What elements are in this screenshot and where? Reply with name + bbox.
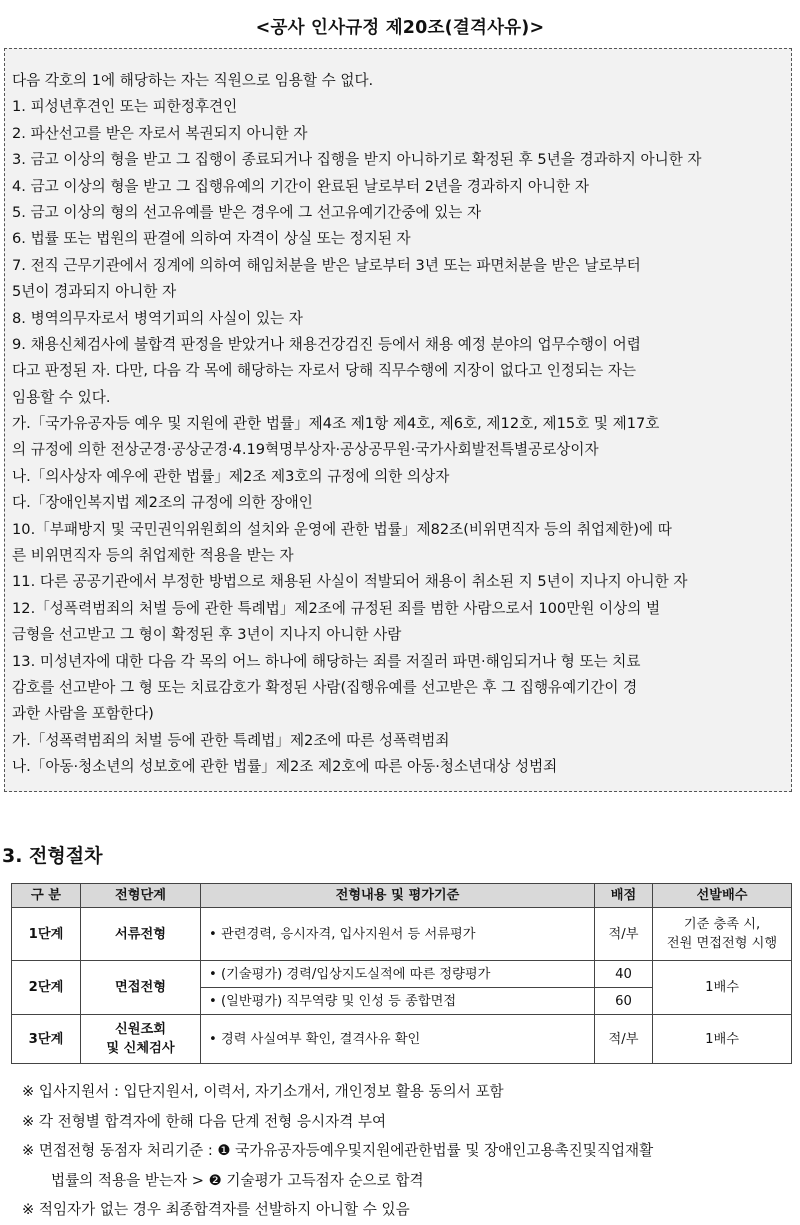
note-line: ※ 각 전형별 합격자에 한해 다음 단계 전형 응시자격 부여	[22, 1112, 387, 1130]
content-cell: • (일반평가) 직무역량 및 인성 등 종합면접	[201, 988, 595, 1015]
note-line: ※ 적임자가 없는 경우 최종합격자를 선발하지 아니할 수 있음	[22, 1201, 410, 1218]
disqualification-line: 다음 각호의 1에 해당하는 자는 직원으로 임용할 수 없다.	[12, 72, 374, 89]
disqualification-line: 4. 금고 이상의 형을 받고 그 집행유예의 기간이 완료된 날로부터 2년을 경과하지 아니한 자	[12, 177, 589, 195]
note-line: ※ 면접전형 동점자 처리기준 : ❶ 국가유공자등예우및지원에관한법률 및 장애인고용촉진및직업재활	[22, 1142, 654, 1159]
content-cell: • 관련경력, 응시자격, 입사지원서 등 서류평가	[201, 908, 595, 961]
disqualification-line: 다고 판정된 자. 다만, 다음 각 목에 해당하는 자로서 당해 직무수행에 지장이 없다고 인정되는 자는	[12, 362, 637, 380]
phase-cell: 서류전형	[81, 908, 201, 961]
ratio-cell	[653, 908, 792, 961]
table-header-row	[12, 884, 792, 908]
disqualification-line: 의 규정에 의한 전상군경·공상군경·4.19혁명부상자·공상공무원·국가사회발전특별공로상이자	[12, 441, 599, 459]
score-cell: 40	[595, 961, 653, 988]
disqualification-line: 른 비위면직자 등의 취업제한 적용을 받는 자	[12, 547, 294, 565]
stage-cell: 1단계	[12, 908, 81, 961]
disqualification-line: 과한 사람을 포함한다)	[12, 705, 154, 723]
disqualification-line: 나.「의사상자 예우에 관한 법률」제2조 제3호의 규정에 의한 의상자	[12, 467, 450, 485]
header-content: 전형내용 및 평가기준	[201, 884, 595, 908]
disqualification-line: 2. 파산선고를 받은 자로서 복권되지 아니한 자	[12, 124, 308, 142]
ratio-line: 기준 충족 시,	[683, 917, 761, 932]
table-row	[12, 1015, 792, 1064]
note-line: 법률의 적용을 받는자 > ❷ 기술평가 고득점자 순으로 합격	[51, 1171, 424, 1189]
selection-procedure-table	[11, 883, 792, 1064]
document-heading: <공사 인사규정 제20조(결격사유)>	[255, 18, 545, 38]
header-score: 배점	[595, 884, 653, 908]
disqualification-line: 6. 법률 또는 법원의 판결에 의하여 자격이 상실 또는 정지된 자	[12, 230, 411, 248]
phase-cell	[81, 1015, 201, 1064]
disqualification-line: 5년이 경과되지 아니한 자	[12, 283, 177, 301]
disqualification-line: 11. 다른 공공기관에서 부정한 방법으로 채용된 사실이 적발되어 채용이 취소된 지 5년이 지나지 아니한 자	[12, 573, 688, 591]
content-cell: • 경력 사실여부 확인, 결격사유 확인	[201, 1015, 595, 1064]
disqualification-line: 가.「성폭력범죄의 처벌 등에 관한 특례법」제2조에 따른 성폭력범죄	[12, 731, 450, 749]
disqualification-line: 다.「장애인복지법 제2조의 규정에 의한 장애인	[12, 494, 313, 512]
disqualification-list	[12, 68, 782, 781]
score-cell: 적/부	[595, 908, 653, 961]
phase-line: 및 신체검사	[106, 1041, 175, 1056]
stage-cell: 2단계	[12, 961, 81, 1015]
disqualification-line: 13. 미성년자에 대한 다음 각 목의 어느 하나에 해당하는 죄를 저질러 파면·해임되거나 형 또는 치료	[12, 652, 641, 670]
ratio-cell: 1배수	[653, 961, 792, 1015]
phase-cell: 면접전형	[81, 961, 201, 1015]
disqualification-line: 9. 채용신체검사에 불합격 판정을 받았거나 채용건강검진 등에서 채용 예정 분야의 업무수행이 어렵	[12, 335, 641, 353]
disqualification-line: 12.「성폭력범죄의 처벌 등에 관한 특례법」제2조에 규정된 죄를 범한 사람으로서 100만원 이상의 벌	[12, 599, 661, 617]
note-line: ※ 입사지원서 : 입단지원서, 이력서, 자기소개서, 개인정보 활용 동의서 포함	[22, 1083, 504, 1100]
disqualification-line: 8. 병역의무자로서 병역기피의 사실이 있는 자	[12, 309, 303, 327]
notes-list	[22, 1077, 792, 1225]
disqualification-line: 1. 피성년후견인 또는 피한정후견인	[12, 98, 238, 116]
disqualification-line: 10.「부패방지 및 국민권익위원회의 설치와 운영에 관한 법률」제82조(비위면직자 등의 취업제한)에 따	[12, 520, 672, 538]
header-ratio: 선발배수	[653, 884, 792, 908]
section-title: 3. 전형절차	[2, 845, 103, 867]
score-cell: 60	[595, 988, 653, 1015]
disqualification-line: 3. 금고 이상의 형을 받고 그 집행이 종료되거나 집행을 받지 아니하기로 확정된 후 5년을 경과하지 아니한 자	[12, 151, 702, 169]
disqualification-line: 임용할 수 있다.	[12, 388, 111, 406]
disqualification-line: 나.「아동·청소년의 성보호에 관한 법률」제2조 제2호에 따른 아동·청소년대상 성범죄	[12, 758, 558, 776]
content-cell: • (기술평가) 경력/입상지도실적에 따른 정량평가	[201, 961, 595, 988]
disqualification-line: 감호를 선고받아 그 형 또는 치료감호가 확정된 사람(집행유예를 선고받은 후 그 집행유예기간이 경	[12, 678, 638, 696]
stage-cell: 3단계	[12, 1015, 81, 1064]
disqualification-line: 금형을 선고받고 그 형이 확정된 후 3년이 지나지 아니한 사람	[12, 626, 402, 644]
header-phase: 전형단계	[81, 884, 201, 908]
disqualification-line: 7. 전직 근무기관에서 징계에 의하여 해임처분을 받은 날로부터 3년 또는 파면처분을 받은 날로부터	[12, 256, 641, 274]
header-division: 구 분	[12, 884, 81, 908]
table-row	[12, 908, 792, 961]
ratio-line: 전원 면접전형 시행	[666, 936, 778, 951]
disqualification-line: 5. 금고 이상의 형의 선고유예를 받은 경우에 그 선고유예기간중에 있는 자	[12, 203, 482, 221]
disqualification-line: 가.「국가유공자등 예우 및 지원에 관한 법률」제4조 제1항 제4호, 제6호, 제12호, 제15호 및 제17호	[12, 415, 660, 433]
score-cell: 적/부	[595, 1015, 653, 1064]
phase-line: 신원조회	[115, 1022, 166, 1037]
table-row	[12, 961, 792, 988]
ratio-cell: 1배수	[653, 1015, 792, 1064]
